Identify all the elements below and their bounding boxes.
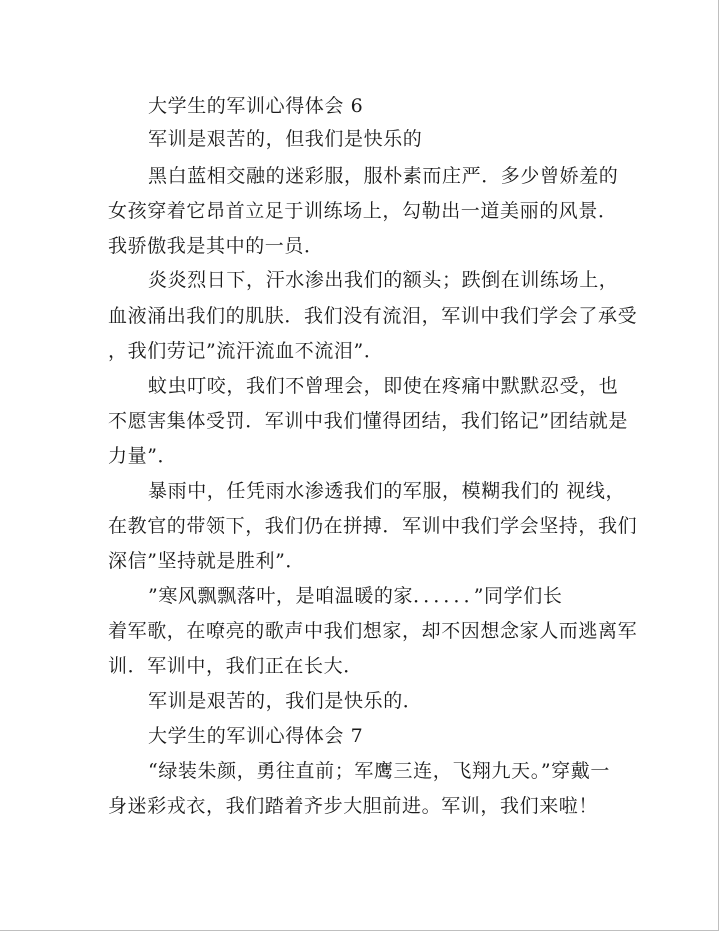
text-line: 深信”坚持就是胜利”． <box>108 550 306 572</box>
text-line: ”寒风飘飘落叶，是咱温暖的家．．．．．．”同学们长 <box>148 585 563 607</box>
heading-line: 大学生的军训心得体会 7 <box>148 725 364 747</box>
text-line: 军训是艰苦的，但我们是快乐的 <box>148 128 423 150</box>
text-line: 着军歌，在嘹亮的歌声中我们想家，却不因想念家人而逃离军 <box>108 620 638 642</box>
text-line: ，我们劳记”流汗流血不流泪”． <box>108 340 384 362</box>
text-line: 力量”． <box>108 445 178 467</box>
text-line: 不愿害集体受罚．军训中我们懂得团结，我们铭记”团结就是 <box>108 410 628 432</box>
text-line: 我骄傲我是其中的一员． <box>108 235 324 257</box>
text-line: 训．军训中，我们正在长大． <box>108 655 363 677</box>
text-line: 身迷彩戎衣，我们踏着齐步大胆前进。军训，我们来啦！ <box>108 795 599 817</box>
text-line: “绿装朱颜，勇往直前；军鹰三连，飞翔九天。”穿戴一 <box>148 760 610 782</box>
text-line: 暴雨中，任凭雨水渗透我们的军服，模糊我们的 视线， <box>148 480 626 502</box>
text-line: 军训是艰苦的，我们是快乐的． <box>148 690 423 712</box>
heading-line: 大学生的军训心得体会 6 <box>148 95 364 117</box>
text-line: 在教官的带领下，我们仍在拼搏．军训中我们学会坚持，我们 <box>108 515 638 537</box>
text-line: 炎炎烈日下，汗水渗出我们的额头；跌倒在训练场上， <box>148 269 619 291</box>
text-line: 女孩穿着它昂首立足于训练场上，勾勒出一道美丽的风景． <box>108 200 618 222</box>
text-line: 蚊虫叮咬，我们不曾理会，即使在疼痛中默默忍受，也 <box>148 375 619 397</box>
text-line: 血液涌出我们的肌肤．我们没有流泪，军训中我们学会了承受 <box>108 305 638 327</box>
text-line: 黑白蓝相交融的迷彩服，服朴素而庄严．多少曾娇羞的 <box>148 165 619 187</box>
